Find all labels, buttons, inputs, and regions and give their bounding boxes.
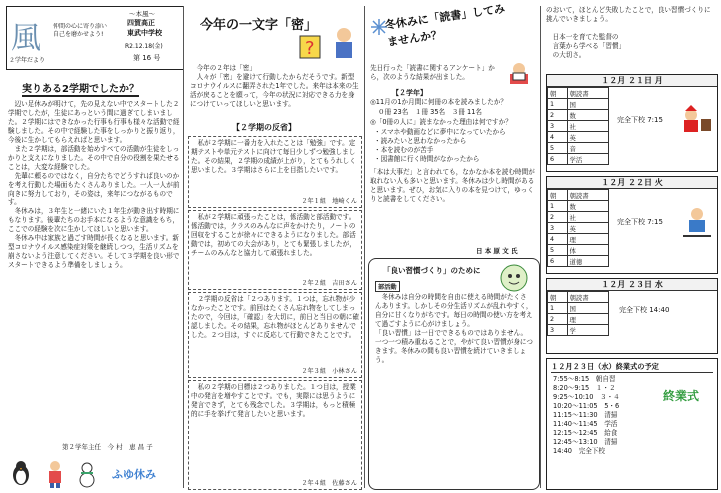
schedule-row [548, 292, 609, 303]
reflection-3-text: ２学期の反省は「２つあります。１つは，忘れ物が少なかったことです。前回はたくさん忘れ物をしてしまったので，今回は，「確認」を大切に，前日と当日の朝に確認しました。その結果，忘れ物がほとんどありませんでした。２つ目は，すぐに反応して行動できたことです。 [191, 295, 360, 339]
schedule-row [548, 314, 609, 325]
schedule-day3 [546, 278, 718, 354]
penguin-icon [10, 460, 32, 486]
schedule-period: 2 [548, 110, 568, 121]
schedule-row [548, 234, 609, 245]
schedule-row [548, 303, 609, 314]
reflection-4-text: 私の２学期の目標は２つありました。１つ目は，授業中の発言を増やすことです。でも，実際には思うように発言できず，とても残念でした。３学期は，もっと積極的に手を挙げて発言したいと思います。 [191, 383, 356, 418]
reflection-3 [188, 292, 362, 378]
snowman-icon [76, 460, 98, 488]
closing-title: １２月２３日（水）終業式の予定 [551, 362, 713, 373]
col1-body: 辺い足休みが明けて，先の見えない中でスタートした２学期でしたが，生徒にあっという間に過ぎてしまいました。２学期にはできなかった行事も行事も様々な活動で経験しました。その中で経験した事をしっかりと振り返り，今後に生かしてもらえればと思います。 また２学期は，部活動を始めすべての活動が生徒をしっかりと支えになりました。その中で自分の役割を果たせることは，大変な経験でした。 先輩に頼るのではなく，自分たちでどうすれば良いのかを考え行動した場面もたくさんありました。一人一人が前向きに努力しており，その姿は，来年につながるものです。 冬休みは，３年生と一緒にいた１年生が動き出す時期にもなります。後輩たちのお手本になるような意識をもち，ここでの経験を次に生かしてほしいと思います。 冬休み中は家族と過ごす時間が長くなると思います。新型コロナウイルス感染症対策を継続しつつ，生活リズムを崩さないよう注意してください。そして３学期を良い形でスタートできるよう準備をしましょう。 [8, 100, 180, 270]
issue-number: 第 16 号 [133, 54, 161, 62]
schedule-period: 3 [548, 121, 568, 132]
schedule-subject: 数 [567, 201, 608, 212]
col3-note: 「本は大事だ」と言われても，なかなか本を読む時間が取れない人も多いと思います。冬休みは少し時間があると思います。ぜひ，お気に入りの本を見つけて，ゆっくりと読書をしてください。 [370, 168, 535, 203]
schedule-day1-dismiss: 完全下校 7:15 [617, 116, 663, 124]
schedule-subject: 学 [567, 325, 608, 336]
col1-signature: 第２学年主任 今 村 恵 昌 子 [62, 443, 153, 451]
schedule-period: 1 [548, 201, 568, 212]
schedule-row [548, 110, 609, 121]
schedule-row [548, 88, 609, 99]
col2-intro: 今年の２年は「密」 人々が「密」を避けて行動したからだそうです。新型コロナウイルスに翻弄された1年でした。来年は本来の生活が戻ることを願って，今年の状況に対応できる力を身につけていってほしいと思います。 [190, 64, 359, 108]
school-name: 四賀高正 東武中学校 [127, 19, 162, 37]
svg-text:?: ? [305, 38, 315, 59]
col3-q1-answer: ０冊 23名 １冊 35名 ３冊 11名 [378, 108, 482, 116]
masthead-logo: 風 [11, 21, 41, 56]
col3-sub: 【２学年】 [392, 89, 427, 97]
footer-label: ふゆ休み [112, 468, 156, 481]
schedule-row [548, 99, 609, 110]
reflection-1-text: 私が２学期に一番力を入れたことは「勉強」です。定期テストや単元テストに向けて毎日少しずつ勉強しました。その結果，２学期の成績が上がり，とてもうれしく思いました。３学期はさらに上を目指したいです。 [191, 139, 356, 174]
schedule-day2-table [547, 189, 609, 267]
schedule-day3-header: １２月 ２３日 水 [547, 279, 717, 291]
student-thinking-icon [330, 26, 358, 60]
schedule-day2 [546, 176, 718, 274]
schedule-period: 6 [548, 256, 568, 267]
schedule-period: 1 [548, 303, 568, 314]
schedule-subject: 音 [567, 143, 608, 154]
col2-section: 【２学期の反省】 [232, 123, 296, 132]
schedule-period: 3 [548, 223, 568, 234]
schedule-subject: 国 [567, 303, 608, 314]
masthead-sub: ２学年だより [9, 57, 46, 64]
habit-body: 冬休みは自分の時間を自由に使える時間がたくさんあります。しかしその分生活リズムが乱れやすく，自分に甘くなりがちです。毎日の時間の使い方を考えて過ごすように心がけましょう。 「良い習慣」は一日でできるものではありません。一つ一つ積み重ねることで，やがて良い習慣が身につきます。冬休みの間も良い習慣を続けていきましょう。 [375, 293, 533, 364]
schedule-subject: 国 [567, 99, 608, 110]
masthead-motto: 仲間の心に寄り添い 自己を磨かせよう! [53, 23, 108, 39]
reflection-3-sig: ２年３組 小林さん [301, 368, 357, 375]
schedule-period: 1 [548, 99, 568, 110]
issue-date: R2.12.18(金) [125, 43, 163, 50]
schedule-row [548, 154, 609, 165]
closing-ceremony [546, 358, 718, 490]
child-icon [44, 460, 66, 488]
schedule-subject: 理 [567, 314, 608, 325]
character-icon [499, 263, 529, 293]
habit-box [368, 258, 540, 490]
schedule-subject: 社 [567, 121, 608, 132]
schedule-period: 4 [548, 132, 568, 143]
schedule-day3-dismiss: 完全下校 14:40 [619, 306, 670, 314]
habit-title: 「良い習慣づくり」のために [383, 266, 481, 275]
skiing-child-icon [681, 205, 713, 239]
schedule-row [548, 143, 609, 154]
schedule-period: 2 [548, 314, 568, 325]
col1-title: 実りある2学期でしたか？ [22, 80, 139, 97]
schedule-day1 [546, 74, 718, 172]
col4-quote: のおいて，ほとんど失敗したことで，良い習慣づくりに挑んでいきましょう。 日本一を育てた監督の 言葉から学べる「習慣」 の大切さ。 [546, 6, 711, 59]
schedule-day3-table [547, 291, 609, 336]
closing-badge: 終業式 [663, 389, 700, 403]
schedule-row [548, 132, 609, 143]
schedule-row [548, 223, 609, 234]
schedule-row [548, 201, 609, 212]
schedule-subject: 朝読書 [567, 190, 608, 201]
schedule-subject: 道徳 [567, 256, 608, 267]
divider-3 [540, 6, 541, 488]
schedule-period: 3 [548, 325, 568, 336]
schedule-period: 2 [548, 212, 568, 223]
schedule-period: 5 [548, 245, 568, 256]
schedule-day2-dismiss: 完全下校 7:15 [617, 218, 663, 226]
reading-child-icon [504, 62, 534, 86]
schedule-row [548, 325, 609, 336]
schedule-day1-table [547, 87, 609, 165]
schedule-subject: 朝読書 [567, 292, 608, 303]
col2-title: 今年の一文字「密」 [200, 18, 318, 33]
schedule-subject: 社 [567, 212, 608, 223]
question-mark-icon [292, 34, 328, 60]
col3-title: 冬休みに「読書」してみませんか？ [384, 2, 506, 49]
schedule-subject: 理 [567, 234, 608, 245]
reflection-1-sig: ２年１組 地崎くん [301, 198, 357, 205]
masthead [6, 6, 184, 70]
schedule-subject: 英 [567, 132, 608, 143]
reflection-4 [188, 380, 362, 490]
habit-sub: 部活動 [375, 281, 400, 292]
reflection-2-text: 私が２学期に頑張ったことは，係活動と部活動です。係活動では，クラスのみんなに声をかけたり，ノートの回収をすることが徐々にできるようになりました。部活動では，初めての大会があり，とても緊張しましたが，チームのみんなと協力して頑張れました。 [191, 213, 356, 257]
schedule-period: 5 [548, 143, 568, 154]
closing-list: 7:55〜8:15 朝自習 8:20〜9:15 １・２ 9:25〜10:10 ３・４ 10:20〜11:05 5・6 11:15〜11:30 清掃 11:40〜11:45 学活 12:15〜12:45 給食 12:45〜13:10 清掃 14:40 完全下校 [553, 375, 620, 455]
schedule-day2-header: １２月 ２２日 火 [547, 177, 717, 189]
santa-icon [679, 105, 713, 135]
reflection-2-sig: ２年２組 吉田さん [301, 280, 357, 287]
schedule-period: 朝 [548, 292, 568, 303]
schedule-subject: 朝読書 [567, 88, 608, 99]
col3-q2: ◎「0冊の人に」読まなかった理由は何ですか？ [370, 118, 512, 126]
reflection-1 [188, 136, 362, 208]
schedule-period: 4 [548, 234, 568, 245]
reflection-4-sig: ２年４組 佐藤さん [301, 480, 357, 487]
schedule-row [548, 190, 609, 201]
schedule-period: 朝 [548, 88, 568, 99]
schedule-subject: 英 [567, 223, 608, 234]
reflection-2 [188, 210, 362, 290]
divider-1 [183, 6, 184, 488]
col3-q1: ◎11月の1か月間に何冊の本を読みましたか？ [370, 98, 508, 106]
schedule-row [548, 121, 609, 132]
schedule-row [548, 256, 609, 267]
schedule-row [548, 245, 609, 256]
col3-intro: 先日行った「読書に関するアンケート」から，次のような結果が出ました。 [370, 64, 495, 81]
divider-2 [364, 6, 365, 488]
schedule-row [548, 212, 609, 223]
schedule-subject: 体 [567, 245, 608, 256]
schedule-subject: 数 [567, 110, 608, 121]
col3-sig: 日 本 原 文 氏 [476, 247, 518, 255]
schedule-period: 6 [548, 154, 568, 165]
schedule-day1-header: １２月 ２１日 月 [547, 75, 717, 87]
publisher-tag: ～本風～ [129, 10, 155, 18]
schedule-subject: 学活 [567, 154, 608, 165]
col3-q2-list: ・スマホや動画などに夢中になっていたから ・読みたいと思わなかったから ・本を読むのが苦手 ・図書館に行く時間がなかったから [374, 128, 506, 163]
schedule-period: 朝 [548, 190, 568, 201]
